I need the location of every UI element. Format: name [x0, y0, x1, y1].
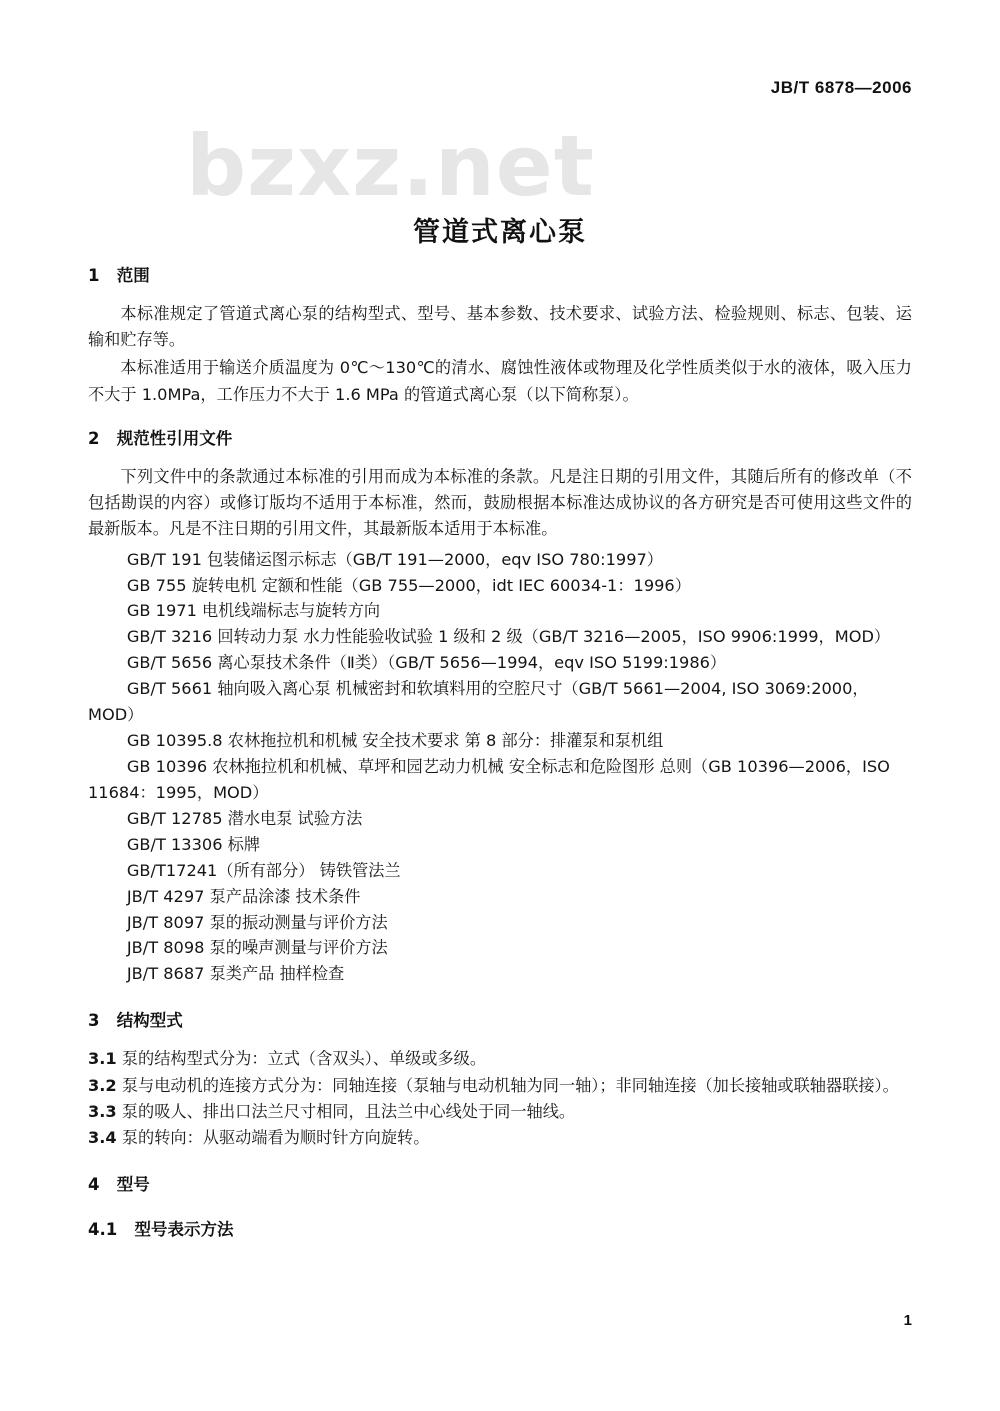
list-item: GB/T 13306 标牌 — [126, 834, 261, 854]
spacer — [88, 1037, 912, 1046]
spacer — [88, 1201, 912, 1216]
section-heading-normative-references: 2 规范性引用文件 — [88, 428, 233, 448]
clause-number: 3.2 — [88, 1075, 117, 1095]
clause-number: 3.1 — [88, 1049, 117, 1069]
list-item: GB 755 旋转电机 定额和性能（GB 755—2000，idt IEC 60034-1：1996） — [126, 575, 691, 595]
list-item: GB 10396 农林拖拉机和机械、草坪和园艺动力机械 安全标志和危险图形 总则（GB 10396—2006，ISO 11684：1995，MOD） — [88, 757, 890, 802]
clause-number: 3.4 — [88, 1128, 117, 1148]
list-item: GB/T17241（所有部分） 铸铁管法兰 — [126, 860, 401, 880]
clause-text: 泵与电动机的连接方式分为：同轴连接（泵轴与电动机轴为同一轴）；非同轴连接（加长接轴或联轴器联接）。 — [121, 1075, 899, 1095]
list-item: GB/T 12785 潜水电泵 试验方法 — [126, 808, 363, 828]
list-item: GB/T 5661 轴向吸入离心泵 机械密封和软填料用的空腔尺寸（GB/T 5661—2004, ISO 3069:2000，MOD） — [88, 679, 869, 725]
list-item: GB 10395.8 农林拖拉机和机械 安全技术要求 第 8 部分：排灌泵和泵机组 — [126, 731, 664, 751]
site-watermark: bzxz.net — [186, 117, 595, 215]
spacer — [88, 455, 912, 464]
spacer — [88, 410, 912, 425]
normative-reference-list — [88, 547, 912, 988]
clause-number: 3.3 — [88, 1101, 117, 1121]
section-heading-structure-type: 3 结构型式 — [88, 1011, 183, 1031]
scope-paragraph-2: 本标准适用于输送介质温度为 0℃～130℃的清水、腐蚀性液体或物理及化学性质类似于水的液体，吸入压力不大于 1.0MPa，工作压力不大于 1.6 MPa 的管道式离心泵（以下简称泵）。 — [88, 358, 912, 404]
normative-references-intro: 下列文件中的条款通过本标准的引用而成为本标准的条款。凡是注日期的引用文件，其随后所有的修改单（不包括勘误的内容）或修订版均不适用于本标准，然而，鼓励根据本标准达成协议的各方研究是否可使用这些文件的最新版本。凡是不注日期的引用文件，其最新版本适用于本标准。 — [88, 466, 912, 539]
list-item: JB/T 8687 泵类产品 抽样检查 — [126, 964, 345, 984]
document-body — [88, 262, 912, 1244]
list-item: GB/T 191 包装储运图示标志（GB/T 191—2000，eqv ISO 780:1997） — [126, 549, 663, 569]
spacer — [88, 987, 912, 1007]
section-heading-model: 4 型号 — [88, 1175, 150, 1195]
standard-number-header: JB/T 6878—2006 — [770, 78, 912, 97]
list-item: JB/T 8097 泵的振动测量与评价方法 — [126, 912, 388, 932]
clause-3-4 — [88, 1125, 912, 1151]
list-item: JB/T 4297 泵产品涂漆 技术条件 — [126, 886, 361, 906]
list-item: JB/T 8098 泵的噪声测量与评价方法 — [126, 938, 388, 958]
page-number: 1 — [903, 1312, 912, 1329]
page-title: 管道式离心泵 — [413, 217, 587, 249]
scope-paragraph-1: 本标准规定了管道式离心泵的结构型式、型号、基本参数、技术要求、试验方法、检验规则、标志、包装、运输和贮存等。 — [88, 304, 912, 350]
clause-3-1 — [88, 1046, 912, 1072]
clause-text: 泵的吸人、排出口法兰尺寸相同，且法兰中心线处于同一轴线。 — [121, 1101, 576, 1121]
list-item: GB/T 5656 离心泵技术条件（Ⅱ类）（GB/T 5656—1994，eqv ISO 5199:1986） — [126, 653, 727, 673]
subsection-heading-model-designation: 4.1 型号表示方法 — [88, 1220, 234, 1240]
list-item: GB 1971 电机线端标志与旋转方向 — [126, 601, 381, 621]
list-item: GB/T 3216 回转动力泵 水力性能验收试验 1 级和 2 级（GB/T 3216—2005，ISO 9906:1999，MOD） — [126, 627, 891, 647]
clause-text: 泵的转向：从驱动端看为顺时针方向旋转。 — [121, 1128, 430, 1148]
clause-3-2 — [88, 1073, 912, 1099]
clause-text: 泵的结构型式分为：立式（含双头）、单级或多级。 — [121, 1049, 487, 1069]
spacer — [88, 292, 912, 301]
section-heading-scope: 1 范围 — [88, 266, 150, 285]
clause-3-3 — [88, 1099, 912, 1125]
spacer — [88, 1151, 912, 1171]
